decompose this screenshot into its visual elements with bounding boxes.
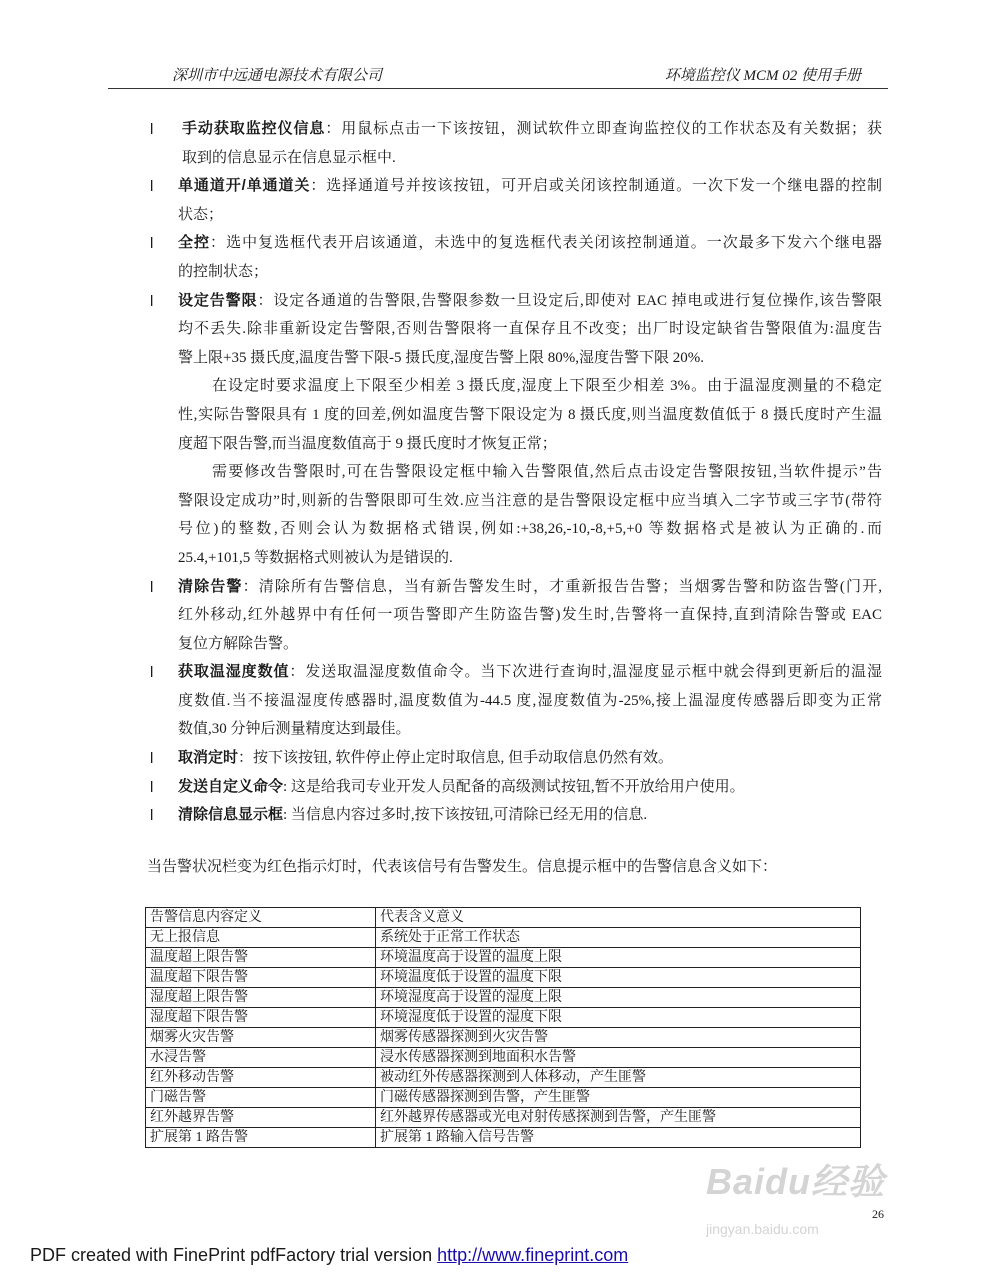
item-text: : 当信息内容过多时,按下该按钮,可清除已经无用的信息. — [283, 807, 648, 824]
text-line: 的控制状态； — [178, 263, 269, 280]
item-term: 获取温湿度数值 — [178, 663, 290, 681]
bullet-marker: l — [150, 664, 154, 682]
item-text: ：按下该按钮, 软件停止停止定时取信息, 但手动取信息仍然有效。 — [238, 750, 674, 767]
footer-link[interactable]: http://www.fineprint.com — [437, 1245, 629, 1265]
alarm-meaning-cell: 环境湿度低于设置的湿度下限 — [376, 1008, 861, 1028]
table-row — [146, 928, 861, 948]
text-line: 取到的信息显示在信息显示框中. — [182, 149, 396, 166]
alarm-meaning-cell: 扩展第 1 路输入信号告警 — [376, 1128, 861, 1148]
text-line — [178, 658, 882, 687]
item-term: 清除告警 — [178, 577, 243, 595]
alarm-name-cell: 门磁告警 — [146, 1088, 376, 1108]
table-row — [146, 988, 861, 1008]
alarm-name-cell: 湿度超上限告警 — [146, 988, 376, 1008]
bullet-item — [148, 801, 882, 830]
bullet-item — [148, 573, 882, 659]
text-line: 警上限+35 摄氏度,温度告警下限-5 摄氏度,湿度告警上限 80%,湿度告警下限 20%. — [178, 349, 704, 366]
alarm-name-cell: 红外越界告警 — [146, 1108, 376, 1128]
bullet-item — [148, 115, 882, 172]
alarm-name-cell: 水浸告警 — [146, 1048, 376, 1068]
item-term: 全控 — [178, 234, 211, 252]
table-header: 代表含义意义 — [376, 908, 861, 928]
bullet-item — [148, 658, 882, 744]
alarm-meaning-cell: 烟雾传感器探测到火灾告警 — [376, 1028, 861, 1048]
table-header-row — [146, 908, 861, 928]
table-header: 告警信息内容定义 — [146, 908, 376, 928]
pdf-footer — [30, 1244, 628, 1266]
text-line — [178, 773, 882, 802]
header-divider — [108, 88, 888, 89]
alarm-meaning-cell: 环境湿度高于设置的湿度上限 — [376, 988, 861, 1008]
alarm-meaning-cell: 环境温度低于设置的温度下限 — [376, 968, 861, 988]
item-term: 取消定时 — [178, 749, 239, 767]
text-line — [178, 229, 882, 258]
text-line: 需要修改告警限时,可在告警限设定框中输入告警限值,然后点击设定告警限按钮,当软件提示”告 — [212, 464, 882, 481]
text-line: 状态； — [178, 206, 224, 223]
text-line: 25.4,+101,5 等数据格式则被认为是错误的. — [178, 549, 453, 566]
bullet-marker: l — [150, 121, 154, 138]
bullet-marker: l — [150, 235, 154, 253]
table-row — [146, 1068, 861, 1088]
alarm-meaning-cell: 被动红外传感器探测到人体移动，产生匪警 — [376, 1068, 861, 1088]
alarm-meaning-cell: 红外越界传感器或光电对射传感探测到告警，产生匪警 — [376, 1108, 861, 1128]
item-term: 发送自定义命令 — [178, 777, 284, 795]
text-line — [178, 115, 882, 144]
bullet-marker: l — [150, 292, 154, 310]
text-line: 度超下限告警,而当温度数值高于 9 摄氏度时才恢复正常； — [178, 435, 557, 452]
bullet-marker: l — [150, 178, 154, 196]
alarm-name-cell: 温度超下限告警 — [146, 968, 376, 988]
bullet-marker: l — [150, 578, 154, 596]
table-row — [146, 1028, 861, 1048]
item-term: 单通道开/单通道关 — [178, 177, 311, 195]
item-term: 清除信息显示框 — [178, 806, 284, 824]
page-number: 26 — [872, 1207, 884, 1221]
table-row — [146, 948, 861, 968]
table-row — [146, 1128, 861, 1148]
item-text: ：发送取温湿度数值命令。当下次进行查询时,温湿度显示框中就会得到更新后的温湿 — [289, 664, 882, 681]
text-line — [178, 172, 882, 201]
alarm-meaning-cell: 系统处于正常工作状态 — [376, 928, 861, 948]
item-text: ：选择通道号并按该按钮，可开启或关闭该控制通道。一次下发一个继电器的控制 — [310, 178, 882, 195]
bullet-item — [148, 172, 882, 229]
item-text: : 这是给我司专业开发人员配备的高级测试按钮,暂不开放给用户使用。 — [283, 778, 745, 795]
text-line: 在设定时要求温度上下限至少相差 3 摄氏度,湿度上下限至少相差 3%。由于温湿度测量的不稳定 — [212, 378, 882, 395]
text-line: 红外移动,红外越界中有任何一项告警即产生防盗告警)发生时,告警将一直保持,直到清除告警或 EAC — [178, 607, 882, 624]
text-line — [178, 744, 882, 773]
bullet-item — [148, 287, 882, 573]
bullet-item — [148, 229, 882, 286]
bullet-item — [148, 744, 882, 773]
table-row — [146, 1088, 861, 1108]
header-manual-title: 环境监控仪 MCM 02 使用手册 — [664, 68, 861, 84]
alarm-name-cell: 湿度超下限告警 — [146, 1008, 376, 1028]
watermark-url: jingyan.baidu.com — [706, 1221, 819, 1237]
text-line: 复位方解除告警。 — [178, 635, 299, 652]
baidu-watermark — [706, 1163, 885, 1237]
alarm-name-cell: 无上报信息 — [146, 928, 376, 948]
text-line: 数值,30 分钟后测量精度达到最佳。 — [178, 721, 411, 738]
header-company: 深圳市中远通电源技术有限公司 — [172, 68, 383, 84]
text-line — [178, 573, 882, 602]
table-row — [146, 1008, 861, 1028]
alarm-name-cell: 扩展第 1 路告警 — [146, 1128, 376, 1148]
text-line — [178, 287, 882, 316]
table-row — [146, 1108, 861, 1128]
item-text: ：清除所有告警信息，当有新告警发生时，才重新报告告警；当烟雾告警和防盗告警(门开, — [242, 578, 882, 595]
text-line — [178, 801, 882, 830]
watermark-logo: Baidu经验 — [706, 1161, 886, 1202]
text-line: 号位)的整数,否则会认为数据格式错误,例如:+38,26,-10,-8,+5,+0 等数据格式是被认为正确的.而 — [178, 521, 882, 538]
alarm-meaning-cell: 环境温度高于设置的温度上限 — [376, 948, 861, 968]
text-line: 度数值.当不接温湿度传感器时,温度数值为-44.5 度,湿度数值为-25%,接上温湿度传感器后即变为正常 — [178, 692, 882, 709]
text-line: 均不丢失.除非重新设定告警限,否则告警限将一直保存且不改变；出厂时设定缺省告警限值为:温度告 — [178, 321, 882, 338]
text-line: 警限设定成功”时,则新的告警限即可生效.应当注意的是告警限设定框中应当填入二字节或三字节(带符 — [178, 492, 882, 509]
item-term: 设定告警限 — [178, 291, 258, 309]
item-text: ：设定各通道的告警限,告警限参数一旦设定后,即使对 EAC 掉电或进行复位操作,该告警限 — [257, 292, 882, 309]
bullet-marker: l — [150, 807, 154, 825]
text-line: 性,实际告警限具有 1 度的回差,例如温度告警下限设定为 8 摄氏度,则当温度数值低于 8 摄氏度时产生温 — [178, 406, 882, 423]
item-text: ：用鼠标点击一下该按钮，测试软件立即查询监控仪的工作状态及有关数据；获 — [325, 121, 882, 137]
alarm-name-cell: 烟雾火灾告警 — [146, 1028, 376, 1048]
item-term: 手动获取监控仪信息 — [182, 120, 326, 137]
alarm-meaning-cell: 浸水传感器探测到地面积水告警 — [376, 1048, 861, 1068]
alarm-table — [145, 907, 861, 1148]
table-row — [146, 1048, 861, 1068]
footer-text: PDF created with FinePrint pdfFactory trial version — [30, 1245, 438, 1265]
alarm-name-cell: 温度超上限告警 — [146, 948, 376, 968]
bullet-marker: l — [150, 750, 154, 768]
bullet-item — [148, 773, 882, 802]
alarm-name-cell: 红外移动告警 — [146, 1068, 376, 1088]
table-row — [146, 968, 861, 988]
bullet-marker: l — [150, 778, 154, 796]
item-text: ：选中复选框代表开启该通道，未选中的复选框代表关闭该控制通道。一次最多下发六个继电器 — [210, 235, 882, 252]
document-body — [148, 115, 882, 830]
alarm-note: 当告警状况栏变为红色指示灯时，代表该信号有告警发生。信息提示框中的告警信息含义如下： — [147, 859, 778, 875]
alarm-meaning-cell: 门磁传感器探测到告警，产生匪警 — [376, 1088, 861, 1108]
